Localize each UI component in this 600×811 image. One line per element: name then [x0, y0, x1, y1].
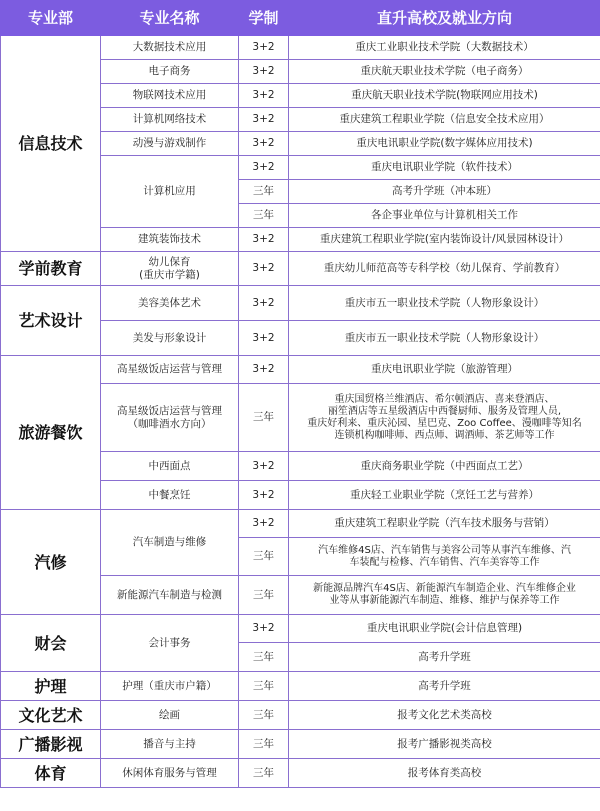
direction-cell: 各企事业单位与计算机相关工作 — [289, 204, 600, 228]
duration-cell: 3+2 — [239, 60, 289, 84]
major-cell: 计算机网络技术 — [101, 108, 239, 132]
direction-cell: 报考体育类高校 — [289, 759, 600, 788]
cell-line: 汽车维修4S店、汽车销售与美容公司等从事汽车维修、汽 — [318, 544, 571, 556]
major-cell: 高星级饭店运营与管理 — [101, 356, 239, 384]
major-cell: 播音与主持 — [101, 730, 239, 759]
duration-cell: 3+2 — [239, 510, 289, 538]
header-major: 专业名称 — [101, 1, 239, 36]
major-cell: 护理（重庆市户籍） — [101, 672, 239, 701]
major-cell — [101, 384, 239, 452]
duration-cell: 三年 — [239, 576, 289, 615]
major-cell: 汽车制造与维修 — [101, 510, 239, 576]
cell-line: 连锁机构咖啡师、西点师、调酒师、茶艺师等工作 — [334, 429, 555, 441]
major-cell: 物联网技术应用 — [101, 84, 239, 108]
cell-line: 丽笙酒店等五星级酒店中西餐厨师、服务及管理人员, — [327, 405, 562, 417]
table-row — [1, 615, 600, 643]
duration-cell: 三年 — [239, 759, 289, 788]
cell-line: （咖啡酒水方向） — [127, 417, 212, 430]
duration-cell: 三年 — [239, 672, 289, 701]
table-header-row — [1, 1, 600, 36]
dept-accounting: 财会 — [1, 615, 101, 672]
duration-cell: 三年 — [239, 701, 289, 730]
direction-cell — [289, 576, 600, 615]
duration-cell: 3+2 — [239, 132, 289, 156]
direction-cell: 重庆市五一职业技术学院（人物形象设计） — [289, 286, 600, 321]
direction-cell: 重庆航天职业技术学院（电子商务） — [289, 60, 600, 84]
direction-cell: 报考广播影视类高校 — [289, 730, 600, 759]
duration-cell: 三年 — [239, 538, 289, 576]
major-cell — [101, 252, 239, 286]
direction-cell — [289, 538, 600, 576]
cell-line: 车装配与检修、汽车销售、汽车美容等工作 — [349, 556, 540, 568]
table-row — [1, 701, 600, 730]
dept-nursing: 护理 — [1, 672, 101, 701]
major-cell: 美容美体艺术 — [101, 286, 239, 321]
duration-cell: 三年 — [239, 643, 289, 672]
major-cell: 大数据技术应用 — [101, 36, 239, 60]
dept-tourism: 旅游餐饮 — [1, 356, 101, 510]
cell-line: 幼儿保育 — [148, 256, 191, 268]
duration-cell: 3+2 — [239, 452, 289, 481]
duration-cell: 3+2 — [239, 481, 289, 510]
duration-cell: 3+2 — [239, 615, 289, 643]
table-row — [1, 759, 600, 788]
direction-cell: 重庆建筑工程职业学院（汽车技术服务与营销） — [289, 510, 600, 538]
dept-preschool: 学前教育 — [1, 252, 101, 286]
duration-cell: 三年 — [239, 180, 289, 204]
major-cell: 中餐烹饪 — [101, 481, 239, 510]
duration-cell: 3+2 — [239, 108, 289, 132]
dept-sports: 体育 — [1, 759, 101, 788]
direction-cell: 重庆航天职业技术学院(物联网应用技术) — [289, 84, 600, 108]
cell-line: 高星级饭店运营与管理 — [117, 405, 222, 417]
table-row — [1, 510, 600, 538]
direction-cell: 重庆市五一职业技术学院（人物形象设计） — [289, 321, 600, 356]
duration-cell: 3+2 — [239, 84, 289, 108]
duration-cell: 三年 — [239, 384, 289, 452]
major-cell: 电子商务 — [101, 60, 239, 84]
table-row — [1, 672, 600, 701]
dept-art: 艺术设计 — [1, 286, 101, 356]
duration-cell: 三年 — [239, 204, 289, 228]
duration-cell: 3+2 — [239, 252, 289, 286]
dept-culture: 文化艺术 — [1, 701, 101, 730]
direction-cell: 重庆电讯职业学院(会计信息管理) — [289, 615, 600, 643]
direction-cell: 高考升学班（冲本班） — [289, 180, 600, 204]
direction-cell: 高考升学班 — [289, 672, 600, 701]
duration-cell: 3+2 — [239, 356, 289, 384]
dept-auto: 汽修 — [1, 510, 101, 615]
major-cell: 中西面点 — [101, 452, 239, 481]
major-cell: 新能源汽车制造与检测 — [101, 576, 239, 615]
direction-cell: 重庆建筑工程职业学院（信息安全技术应用） — [289, 108, 600, 132]
major-cell: 建筑装饰技术 — [101, 228, 239, 252]
duration-cell: 3+2 — [239, 286, 289, 321]
header-department: 专业部 — [1, 1, 101, 36]
dept-broadcast: 广播影视 — [1, 730, 101, 759]
duration-cell: 3+2 — [239, 321, 289, 356]
table-row — [1, 252, 600, 286]
major-cell: 计算机应用 — [101, 156, 239, 228]
direction-cell: 重庆电讯职业学院（旅游管理） — [289, 356, 600, 384]
duration-cell: 三年 — [239, 730, 289, 759]
dept-it: 信息技术 — [1, 36, 101, 252]
direction-cell: 高考升学班 — [289, 643, 600, 672]
header-direction: 直升高校及就业方向 — [289, 1, 600, 36]
direction-cell — [289, 384, 600, 452]
major-cell: 休闲体育服务与管理 — [101, 759, 239, 788]
cell-line: 重庆好利来、重庆沁园、星巴克、Zoo Coffee、漫咖啡等知名 — [307, 417, 582, 429]
direction-cell: 重庆轻工业职业学院（烹饪工艺与营养） — [289, 481, 600, 510]
table-row — [1, 36, 600, 60]
table-row — [1, 286, 600, 321]
major-cell: 会计事务 — [101, 615, 239, 672]
major-cell: 动漫与游戏制作 — [101, 132, 239, 156]
duration-cell: 3+2 — [239, 36, 289, 60]
direction-cell: 重庆电讯职业学院(数字媒体应用技术) — [289, 132, 600, 156]
cell-line: 重庆国贸格兰维酒店、希尔顿酒店、喜来登酒店、 — [334, 393, 555, 405]
direction-cell: 重庆幼儿师范高等专科学校（幼儿保育、学前教育） — [289, 252, 600, 286]
cell-line: (重庆市学籍) — [139, 268, 200, 281]
duration-cell: 3+2 — [239, 228, 289, 252]
duration-cell: 3+2 — [239, 156, 289, 180]
table-row — [1, 730, 600, 759]
header-duration: 学制 — [239, 1, 289, 36]
direction-cell: 重庆建筑工程职业学院(室内装饰设计/风景园林设计） — [289, 228, 600, 252]
major-cell: 美发与形象设计 — [101, 321, 239, 356]
cell-line: 业等从事新能源汽车制造、维修、维护与保养等工作 — [329, 595, 560, 606]
direction-cell: 重庆工业职业技术学院（大数据技术） — [289, 36, 600, 60]
direction-cell: 重庆电讯职业学院（软件技术） — [289, 156, 600, 180]
direction-cell: 重庆商务职业学院（中西面点工艺） — [289, 452, 600, 481]
table-row — [1, 356, 600, 384]
direction-cell: 报考文化艺术类高校 — [289, 701, 600, 730]
major-cell: 绘画 — [101, 701, 239, 730]
cell-line: 新能源品牌汽车4S店、新能源汽车制造企业、汽车维修企业 — [313, 583, 576, 594]
